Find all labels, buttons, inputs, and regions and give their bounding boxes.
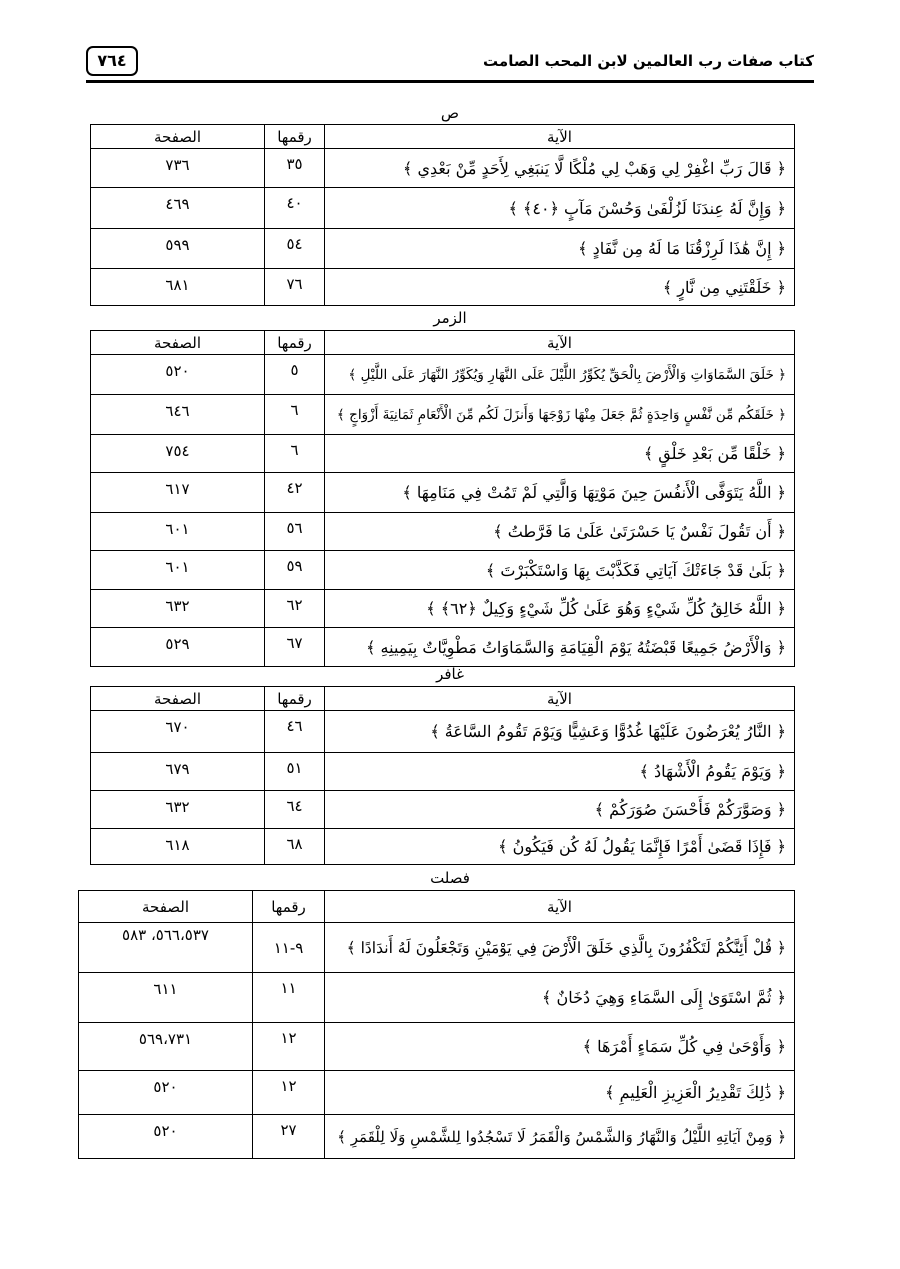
page-ref: ٧٥٤: [91, 435, 265, 473]
table-row: [91, 355, 795, 395]
page-ref: ٦١١: [79, 973, 253, 1023]
table-row: [91, 473, 795, 513]
verse-text: ﴿ قَالَ رَبِّ اغْفِرْ لِي وَهَبْ لِي مُلْكًا لَّا يَنبَغِي لِأَحَدٍ مِّنْ بَعْدِي ﴾: [325, 149, 795, 188]
verse-text: ﴿ خَلَقَ السَّمَاوَاتِ وَالْأَرْضَ بِالْحَقِّ يُكَوِّرُ اللَّيْلَ عَلَى النَّهَارِ وَيُكَوِّرُ النَّهَارَ عَلَى اللَّيْلِ ﴾: [325, 355, 795, 395]
page-ref: ٥٢٩: [91, 628, 265, 667]
verses-table-zumar: [90, 330, 795, 667]
verse-text: ﴿ اللَّهُ خَالِقُ كُلِّ شَيْءٍ وَهُوَ عَلَىٰ كُلِّ شَيْءٍ وَكِيلٌ ﴿٦٢﴾ ﴾: [325, 590, 795, 628]
header-number: رقمها: [265, 687, 325, 711]
header-rule: [86, 80, 814, 83]
table-row: [91, 791, 795, 829]
page-ref: ٥٢٠: [79, 1071, 253, 1115]
header-page: الصفحة: [91, 331, 265, 355]
surah-title-ghafir: غافر: [436, 665, 464, 683]
verse-text: ﴿ وَصَوَّرَكُمْ فَأَحْسَنَ صُوَرَكُمْ ﴾: [325, 791, 795, 829]
verse-text: ﴿ فَإِذَا قَضَىٰ أَمْرًا فَإِنَّمَا يَقُولُ لَهُ كُن فَيَكُونُ ﴾: [325, 829, 795, 865]
verse-number: ٦: [265, 435, 325, 473]
table-row: [91, 590, 795, 628]
verse-number: ٧٦: [265, 269, 325, 306]
book-title: كتاب صفات رب العالمين لابن المحب الصامت: [483, 52, 814, 70]
verse-number: ٦٧: [265, 628, 325, 667]
header-page: الصفحة: [91, 687, 265, 711]
surah-title-sad: ص: [440, 104, 460, 122]
verse-number: ٥٩: [265, 551, 325, 590]
page-ref: ٦٠١: [91, 513, 265, 551]
verse-number: ٦٢: [265, 590, 325, 628]
verse-text: ﴿ وَمِنْ آيَاتِهِ اللَّيْلُ وَالنَّهَارُ وَالشَّمْسُ وَالْقَمَرُ لَا تَسْجُدُوا لِلشَّمْسِ وَلَا لِلْقَمَرِ ﴾: [325, 1115, 795, 1159]
header-number: رقمها: [253, 891, 325, 923]
page-ref: ٥٦٦،٥٣٧، ٥٨٣: [79, 923, 253, 973]
page-ref: ٦٧٩: [91, 753, 265, 791]
table-row: [91, 711, 795, 753]
verse-number: ٢٧: [253, 1115, 325, 1159]
table-row: [91, 229, 795, 269]
verse-text: ﴿ خَلْقًا مِّن بَعْدِ خَلْقٍ ﴾: [325, 435, 795, 473]
table-row: [91, 628, 795, 667]
verse-text: ﴿ وَأَوْحَىٰ فِي كُلِّ سَمَاءٍ أَمْرَهَا ﴾: [325, 1023, 795, 1071]
table-row: [91, 551, 795, 590]
verses-table-ghafir: [90, 686, 795, 865]
header-verse: الآية: [325, 125, 795, 149]
header-page: الصفحة: [79, 891, 253, 923]
table-row: [91, 829, 795, 865]
verse-number: ٤٢: [265, 473, 325, 513]
verse-number: ١٢: [253, 1071, 325, 1115]
table-header-row: [79, 891, 795, 923]
verse-text: ﴿ اللَّهُ يَتَوَفَّى الْأَنفُسَ حِينَ مَوْتِهَا وَالَّتِي لَمْ تَمُتْ فِي مَنَامِهَا ﴾: [325, 473, 795, 513]
table-row: [91, 269, 795, 306]
page-ref: ٧٣٦: [91, 149, 265, 188]
page-ref: ٦٣٢: [91, 791, 265, 829]
page-ref: ٥٦٩،٧٣١: [79, 1023, 253, 1071]
verse-number: ٤٦: [265, 711, 325, 753]
verse-number: ٩-١١: [253, 923, 325, 973]
table-row: [79, 923, 795, 973]
verse-number: ٦: [265, 395, 325, 435]
verse-number: ١١: [253, 973, 325, 1023]
page-number: ٧٦٤: [86, 46, 138, 76]
verse-number: ٣٥: [265, 149, 325, 188]
verse-number: ٥: [265, 355, 325, 395]
verse-number: ٤٠: [265, 188, 325, 229]
verse-text: ﴿ بَلَىٰ قَدْ جَاءَتْكَ آيَاتِي فَكَذَّبْتَ بِهَا وَاسْتَكْبَرْتَ ﴾: [325, 551, 795, 590]
verse-text: ﴿ ذَٰلِكَ تَقْدِيرُ الْعَزِيزِ الْعَلِيمِ ﴾: [325, 1071, 795, 1115]
table-row: [79, 973, 795, 1023]
verse-text: ﴿ وَالْأَرْضُ جَمِيعًا قَبْضَتُهُ يَوْمَ الْقِيَامَةِ وَالسَّمَاوَاتُ مَطْوِيَّاتٌ بِيَمِينِهِ ﴾: [325, 628, 795, 667]
verses-table-fussilat: [78, 890, 795, 1159]
table-row: [79, 1071, 795, 1115]
surah-title-fussilat: فصلت: [430, 869, 470, 887]
verse-number: ٦٤: [265, 791, 325, 829]
page-ref: ٦٤٦: [91, 395, 265, 435]
table-header-row: [91, 687, 795, 711]
table-header-row: [91, 125, 795, 149]
surah-title-zumar: الزمر: [433, 309, 467, 327]
verse-number: ٥٦: [265, 513, 325, 551]
page-ref: ٥٢٠: [91, 355, 265, 395]
header-page: الصفحة: [91, 125, 265, 149]
verses-table-sad: [90, 124, 795, 306]
verse-text: ﴿ خَلَقَكُم مِّن نَّفْسٍ وَاحِدَةٍ ثُمَّ جَعَلَ مِنْهَا زَوْجَهَا وَأَنزَلَ لَكُم مِّنَ الْأَنْعَامِ ثَمَانِيَةَ أَزْوَاجٍ ﴾: [325, 395, 795, 435]
table-row: [91, 149, 795, 188]
verse-text: ﴿ إِنَّ هَٰذَا لَرِزْقُنَا مَا لَهُ مِن نَّفَادٍ ﴾: [325, 229, 795, 269]
page-ref: ٤٦٩: [91, 188, 265, 229]
header-number: رقمها: [265, 125, 325, 149]
header-verse: الآية: [325, 687, 795, 711]
page-ref: ٦١٨: [91, 829, 265, 865]
table-row: [79, 1115, 795, 1159]
table-row: [91, 188, 795, 229]
page-header: [86, 46, 814, 80]
page-ref: ٦٨١: [91, 269, 265, 306]
table-row: [91, 753, 795, 791]
verse-text: ﴿ قُلْ أَئِنَّكُمْ لَتَكْفُرُونَ بِالَّذِي خَلَقَ الْأَرْضَ فِي يَوْمَيْنِ وَتَجْعَلُونَ لَهُ أَندَادًا ﴾: [325, 923, 795, 973]
page-ref: ٦٣٢: [91, 590, 265, 628]
table-row: [91, 395, 795, 435]
header-verse: الآية: [325, 331, 795, 355]
verse-number: ٦٨: [265, 829, 325, 865]
verse-number: ٥١: [265, 753, 325, 791]
table-header-row: [91, 331, 795, 355]
page-ref: ٥٩٩: [91, 229, 265, 269]
verse-text: ﴿ ثُمَّ اسْتَوَىٰ إِلَى السَّمَاءِ وَهِيَ دُخَانٌ ﴾: [325, 973, 795, 1023]
table-row: [91, 435, 795, 473]
page-ref: ٦١٧: [91, 473, 265, 513]
header-number: رقمها: [265, 331, 325, 355]
table-row: [91, 513, 795, 551]
verse-text: ﴿ وَيَوْمَ يَقُومُ الْأَشْهَادُ ﴾: [325, 753, 795, 791]
verse-number: ١٢: [253, 1023, 325, 1071]
verse-text: ﴿ النَّارُ يُعْرَضُونَ عَلَيْهَا غُدُوًّا وَعَشِيًّا وَيَوْمَ تَقُومُ السَّاعَةُ ﴾: [325, 711, 795, 753]
table-row: [79, 1023, 795, 1071]
verse-number: ٥٤: [265, 229, 325, 269]
verse-text: ﴿ أَن تَقُولَ نَفْسٌ يَا حَسْرَتَىٰ عَلَىٰ مَا فَرَّطتُ ﴾: [325, 513, 795, 551]
verse-text: ﴿ خَلَقْتَنِي مِن نَّارٍ ﴾: [325, 269, 795, 306]
header-verse: الآية: [325, 891, 795, 923]
page-ref: ٦٠١: [91, 551, 265, 590]
page-ref: ٦٧٠: [91, 711, 265, 753]
page-ref: ٥٢٠: [79, 1115, 253, 1159]
verse-text: ﴿ وَإِنَّ لَهُ عِندَنَا لَزُلْفَىٰ وَحُسْنَ مَآبٍ ﴿٤٠﴾ ﴾: [325, 188, 795, 229]
